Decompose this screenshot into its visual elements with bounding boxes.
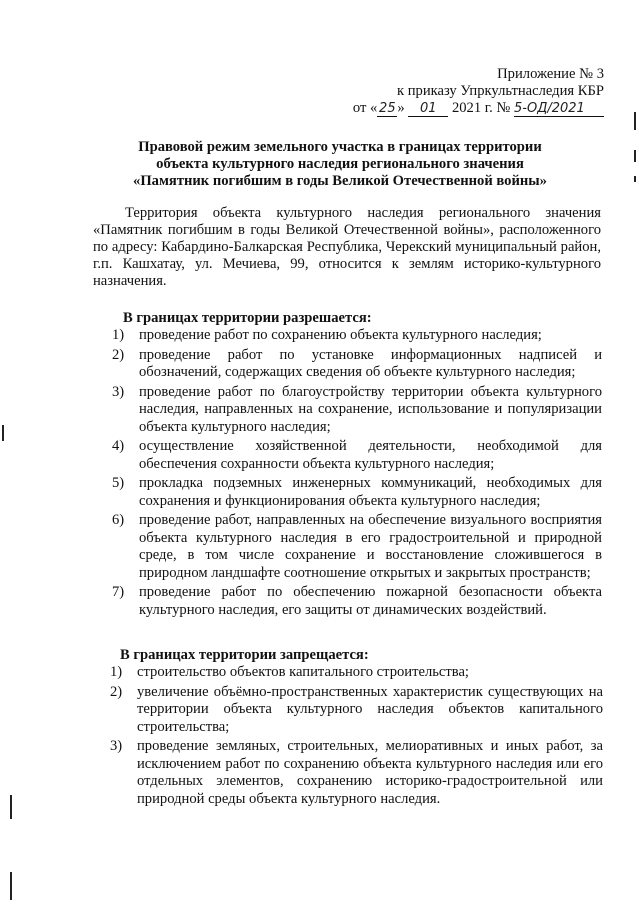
document-title	[80, 139, 600, 190]
forbidden-list	[110, 664, 603, 810]
order-date-line	[353, 100, 604, 117]
scan-edge-mark	[10, 795, 12, 819]
appendix-header	[353, 66, 604, 117]
title-line-1: Правовой режим земельного участка в границах территории	[138, 139, 542, 155]
intro-paragraph: Территория объекта культурного наследия регионального значения «Памятник погибшим в годы Великой Отечественной войны», расположенного по адресу: Кабардино-Балкарская Республика, Черекский муниципальный район, г.п. Кашхатау, ул. Мечиева, 99, относится к землям историко-культурного назначения.	[93, 205, 601, 289]
list-item: 3) проведение земляных, строительных, мелиоративных и иных работ, за исключением работ по сохранению объекта культурного наследия или его отдельных элементов, сохранению историко-градостроительной или природной среды объекта культурного наследия.	[110, 738, 603, 807]
order-year: 2021 г. №	[451, 100, 511, 116]
order-number: 5-ОД/2021	[514, 102, 604, 117]
scan-edge-mark	[634, 150, 636, 162]
list-item: 3) проведение работ по благоустройству территории объекта культурного наследия, направленных на сохранение, использование и популяризации объекта культурного наследия;	[112, 383, 602, 435]
scan-edge-mark	[634, 112, 636, 130]
list-item: 7) проведение работ по обеспечению пожарной безопасности объекта культурного наследия, его защиты от динамических воздействий.	[112, 584, 602, 618]
list-item: 1) строительство объектов капитального строительства;	[110, 664, 469, 680]
forbidden-heading: В границах территории запрещается:	[120, 647, 369, 663]
scan-edge-mark	[10, 872, 12, 900]
title-line-2: объекта культурного наследия регионального значения	[156, 156, 524, 172]
scan-edge-mark	[2, 425, 4, 441]
date-separator: »	[397, 100, 405, 116]
order-reference: к приказу Упркультнаследия КБР	[396, 83, 604, 99]
order-day: 25	[379, 101, 396, 116]
list-item: 5) прокладка подземных инженерных коммуникаций, необходимых для сохранения и функционирования объекта культурного наследия;	[112, 475, 602, 509]
scan-edge-mark	[634, 176, 636, 182]
allowed-list	[112, 327, 602, 621]
list-item: 6) проведение работ, направленных на обеспечение визуального восприятия объекта культурного наследия в его градостроительной и природной среде, в том числе сохранение и восстановление сложившегося в природном ландшафте соотношение открытых и закрытых пространств;	[112, 512, 602, 581]
list-item: 1) проведение работ по сохранению объекта культурного наследия;	[112, 327, 542, 343]
date-prefix: от «	[352, 100, 378, 116]
title-line-3: «Памятник погибшим в годы Великой Отечественной войны»	[133, 173, 547, 189]
list-item: 2) увеличение объёмно-пространственных характеристик существующих на территории объекта культурного наследия объектов капитального строительства;	[110, 683, 603, 735]
list-item: 2) проведение работ по установке информационных надписей и обозначений, содержащих сведения об объекте культурного наследия;	[112, 346, 602, 380]
appendix-title: Приложение № 3	[497, 66, 604, 82]
list-item: 4) осуществление хозяйственной деятельности, необходимой для обеспечения сохранности объекта культурного наследия;	[112, 438, 602, 472]
order-month: 01	[408, 102, 448, 117]
allowed-heading: В границах территории разрешается:	[123, 310, 372, 326]
